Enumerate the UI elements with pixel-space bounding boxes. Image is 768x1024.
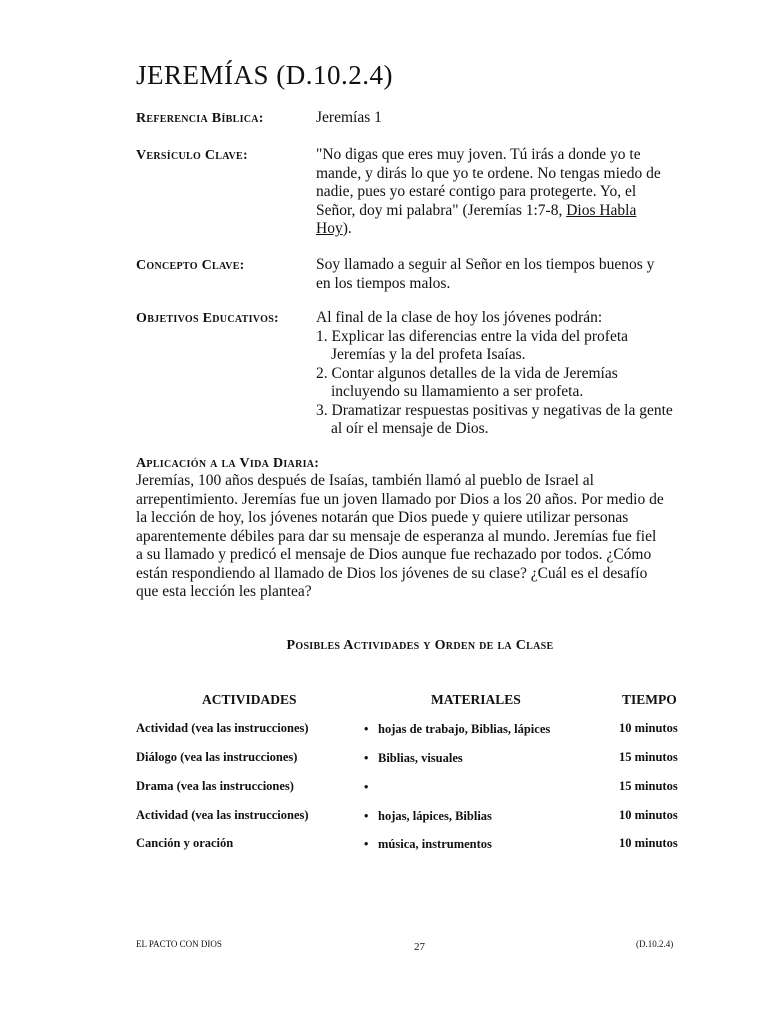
time-cell: 10 minutos — [619, 721, 678, 735]
page-number: 27 — [414, 941, 425, 953]
footer-right: (D.10.2.4) — [636, 939, 674, 949]
activity-cell: Canción y oración — [136, 836, 234, 850]
objective-item: 2. Contar algunos detalles de la vida de Jeremías — [316, 364, 618, 382]
label-referencia-biblica: Referencia Bíblica: — [136, 111, 264, 126]
objective-item: 1. Explicar las diferencias entre la vida del profeta — [316, 327, 629, 345]
materials-cell: • Biblias, visuales — [364, 751, 463, 765]
time-cell: 15 minutos — [619, 779, 678, 793]
time-cell: 10 minutos — [619, 836, 678, 850]
label-objetivos-educativos: Objetivos Educativos: — [136, 311, 280, 326]
application-body: Jeremías, 100 años después de Isaías, también llamó al pueblo de Israel al arrepentimiento. Jeremías fue un joven llamado por Dios a los 20 años. Por medio de la lección de hoy, los jóvenes notarán que Dios puede y quiere utilizar personas aparentemente débiles para dar su mensaje de esperanza al mundo. Jeremías fue fiel a su llamado y predicó el mensaje de Dios aunque fue rechazado por todos. ¿Cómo están respondiendo al llamado de Dios los jóvenes de su clase? ¿Cuál es el desafío que esta lección les plantea? — [136, 472, 664, 600]
objective-item: 3. Dramatizar respuestas positivas y negativas de la gente — [316, 401, 673, 419]
table-header-time: TIEMPO — [622, 692, 677, 707]
bible-version-link[interactable]: Dios Habla — [566, 201, 637, 219]
materials-cell: • hojas, lápices, Biblias — [364, 809, 492, 823]
bible-version-link-cont[interactable]: Hoy — [316, 220, 343, 237]
section-title: Posibles Actividades y Orden de la Clase — [286, 638, 554, 653]
label-versiculo-clave: Versículo Clave: — [136, 148, 248, 163]
activity-cell: Actividad (vea las instrucciones) — [136, 808, 309, 822]
label-concepto-clave: Concepto Clave: — [136, 258, 245, 273]
materials-cell: • música, instrumentos — [364, 837, 492, 851]
materials-cell: • hojas de trabajo, Biblias, lápices — [364, 722, 551, 736]
activity-cell: Drama (vea las instrucciones) — [136, 779, 294, 793]
materials-cell: • — [364, 780, 369, 794]
table-header-activities: ACTIVIDADES — [202, 692, 297, 707]
value-referencia-biblica: Jeremías 1 — [316, 109, 382, 126]
time-cell: 15 minutos — [619, 750, 678, 764]
application-heading: Aplicación a la Vida Diaria: — [136, 456, 320, 471]
value-objetivos-educativos: Al final de la clase de hoy los jóvenes podrán: 1. Explicar las diferencias entre la vida del profeta Jeremías y la del profeta Isaías. 2. Contar algunos detalles de la vida de Jeremías incluyendo su llamamiento a ser profeta. 3. Dramatizar respuestas positivas y negativas de la gente al oír el mensaje de Dios. — [316, 309, 708, 439]
value-concepto-clave: Soy llamado a seguir al Señor en los tiempos buenos y en los tiempos malos. — [316, 256, 655, 292]
activity-cell: Diálogo (vea las instrucciones) — [136, 750, 298, 764]
table-header-materials: MATERIALES — [431, 692, 521, 707]
value-versiculo-clave: "No digas que eres muy joven. Tú irás a donde yo te mande, y dirás lo que yo te ordene. No tengas miedo de nadie, pues yo estaré contigo para protegerte. Yo, el Señor, doy mi palabra" (Jeremías 1:7-8, Dios Habla Hoy). — [316, 146, 661, 237]
page-title: JEREMÍAS (D.10.2.4) — [136, 60, 393, 90]
time-cell: 10 minutos — [619, 808, 678, 822]
footer-left: EL PACTO CON DIOS — [136, 939, 222, 949]
activity-cell: Actividad (vea las instrucciones) — [136, 721, 309, 735]
